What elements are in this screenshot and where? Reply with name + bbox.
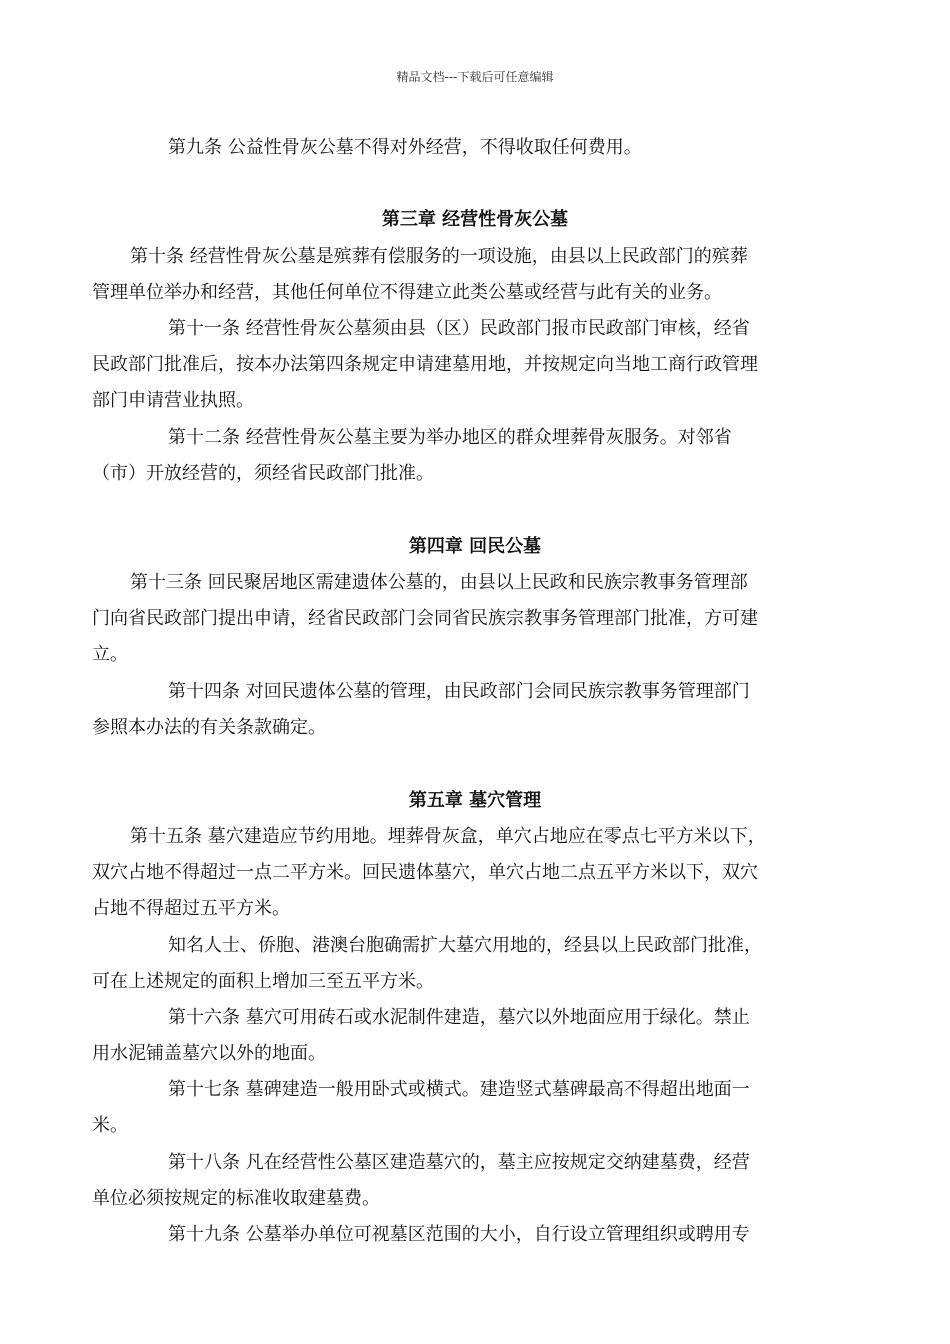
article-13 <box>92 565 804 673</box>
article-13-line-2: 门向省民政部门提出申请，经省民政部门会同省民族宗教事务管理部门批准，方可建 <box>92 608 758 629</box>
article-10 <box>92 239 804 311</box>
article-10-line-2: 管理单位举办和经营，其他任何单位不得建立此类公墓或经营与此有关的业务。 <box>92 282 722 303</box>
article-15-line-3: 占地不得超过五平方米。 <box>92 898 290 919</box>
article-18-line-2: 单位必须按规定的标准收取建墓费。 <box>92 1188 380 1209</box>
article-14-line-2: 参照本办法的有关条款确定。 <box>92 717 326 738</box>
article-12-line-2: （市）开放经营的，须经省民政部门批准。 <box>92 463 434 484</box>
chapter-4-heading: 第四章 回民公墓 <box>408 536 542 557</box>
article-15b-line-1: 知名人士、侨胞、港澳台胞确需扩大墓穴用地的，经县以上民政部门批准， <box>168 935 762 956</box>
article-9 <box>92 130 804 166</box>
article-11-line-3: 部门申请营业执照。 <box>92 390 254 411</box>
article-13-line-3: 立。 <box>92 644 128 665</box>
article-9-line-1: 第九条 公益性骨灰公墓不得对外经营，不得收取任何费用。 <box>168 137 642 158</box>
article-12-line-1: 第十二条 经营性骨灰公墓主要为举办地区的群众埋葬骨灰服务。对邻省 <box>168 427 732 448</box>
chapter-5-heading: 第五章 墓穴管理 <box>408 790 542 811</box>
article-16-line-2: 用水泥铺盖墓穴以外的地面。 <box>92 1043 326 1064</box>
article-12 <box>92 420 804 492</box>
article-11-line-2: 民政部门批准后，按本办法第四条规定申请建墓用地，并按规定向当地工商行政管理 <box>92 354 758 375</box>
article-11 <box>92 311 804 419</box>
article-18 <box>92 1145 804 1217</box>
article-16-line-1: 第十六条 墓穴可用砖石或水泥制件建造，墓穴以外地面应用于绿化。禁止 <box>168 1007 750 1028</box>
article-17 <box>92 1072 804 1144</box>
article-11-line-1: 第十一条 经营性骨灰公墓须由县（区）民政部门报市民政部门审核，经省 <box>168 318 750 339</box>
article-15-line-2: 双穴占地不得超过一点二平方米。回民遗体墓穴，单穴占地二点五平方米以下，双穴 <box>92 862 758 883</box>
article-10-line-1: 第十条 经营性骨灰公墓是殡葬有偿服务的一项设施，由县以上民政部门的殡葬 <box>130 246 748 267</box>
article-15 <box>92 819 804 927</box>
article-18-line-1: 第十八条 凡在经营性公墓区建造墓穴的，墓主应按规定交纳建墓费，经营 <box>168 1152 750 1173</box>
article-16 <box>92 1000 804 1072</box>
chapter-3-heading: 第三章 经营性骨灰公墓 <box>381 209 569 230</box>
article-19 <box>92 1217 804 1253</box>
article-14-line-1: 第十四条 对回民遗体公墓的管理，由民政部门会同民族宗教事务管理部门 <box>168 681 750 702</box>
article-17-line-1: 第十七条 墓碑建造一般用卧式或横式。建造竖式墓碑最高不得超出地面一 <box>168 1079 750 1100</box>
article-14 <box>92 674 804 746</box>
article-19-line-1: 第十九条 公墓举办单位可视墓区范围的大小，自行设立管理组织或聘用专 <box>168 1224 750 1245</box>
article-17-line-2: 米。 <box>92 1115 128 1136</box>
page-header: 精品文档---下载后可任意编辑 <box>396 70 554 84</box>
article-15b-line-2: 可在上述规定的面积上增加三至五平方米。 <box>92 971 434 992</box>
article-15-line-1: 第十五条 墓穴建造应节约用地。埋葬骨灰盒，单穴占地应在零点七平方米以下， <box>130 826 766 847</box>
article-15-paragraph-2 <box>92 928 804 1000</box>
article-13-line-1: 第十三条 回民聚居地区需建遗体公墓的，由县以上民政和民族宗教事务管理部 <box>130 572 748 593</box>
